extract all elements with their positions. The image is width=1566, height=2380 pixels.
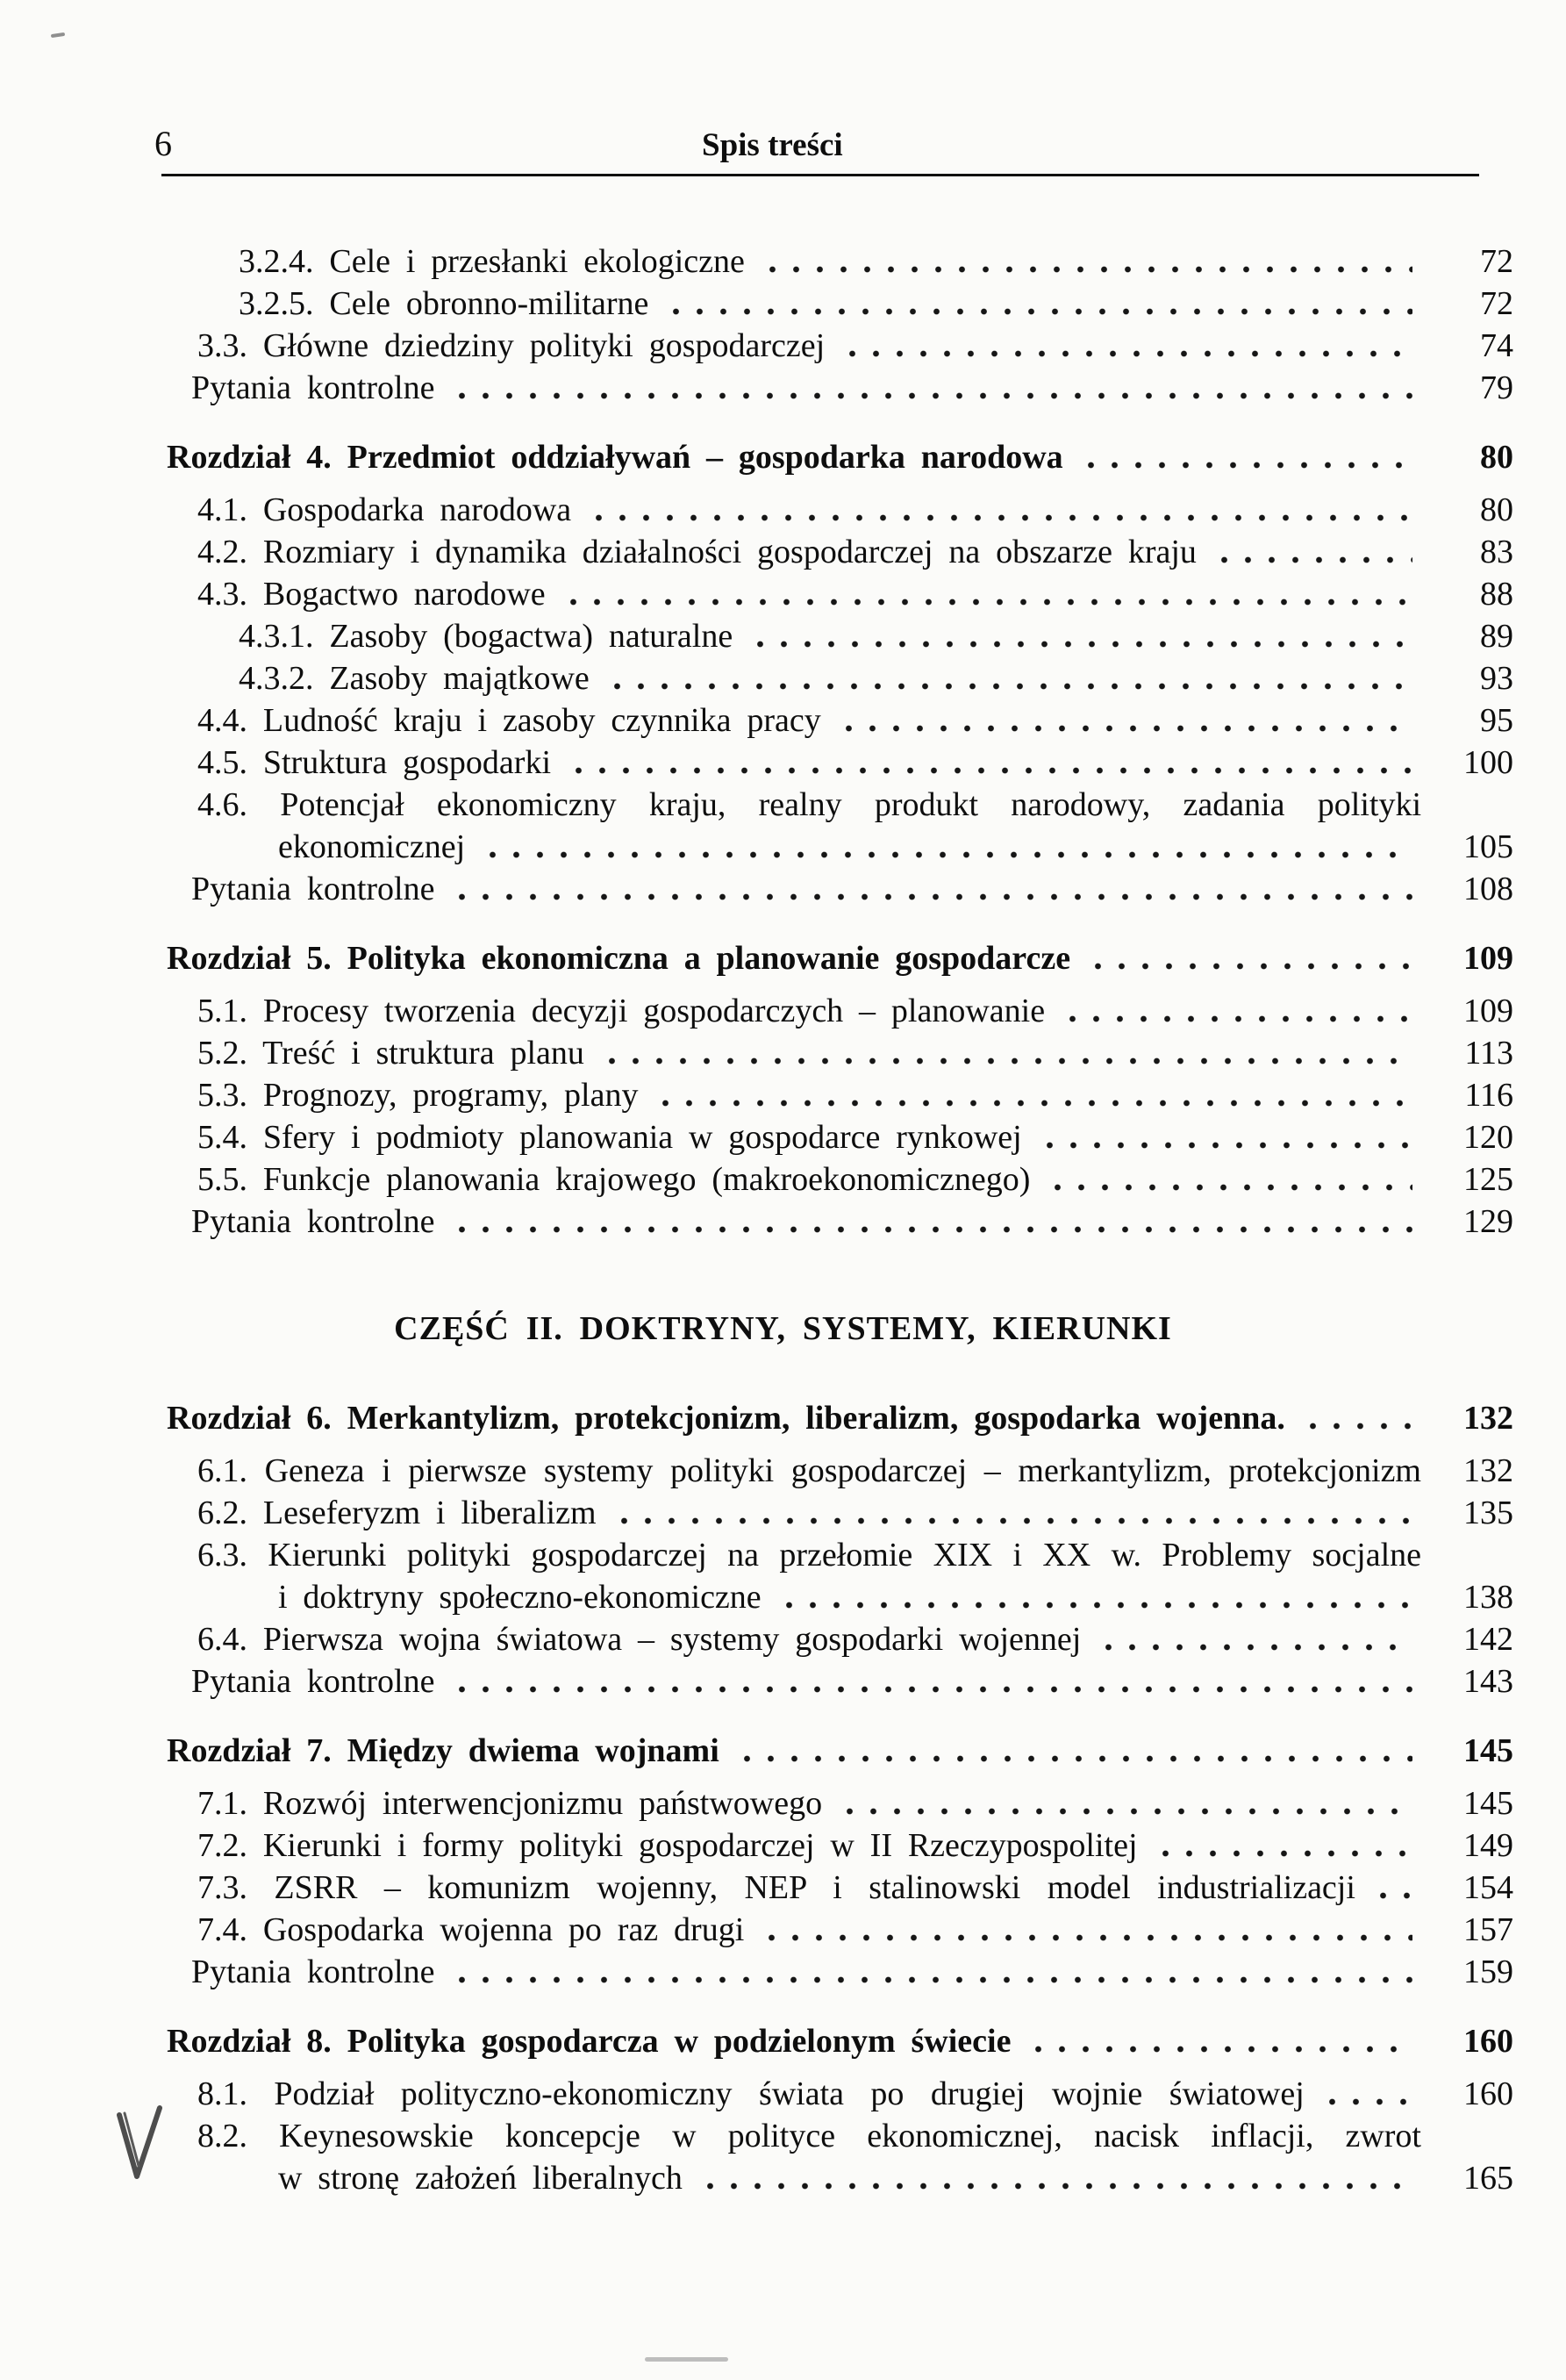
page-number: 138	[1463, 1579, 1513, 1616]
handwritten-checkmark-icon	[114, 2099, 165, 2187]
toc-line	[167, 2157, 1513, 2199]
dot-leader	[1320, 2073, 1412, 2115]
dot-leader	[664, 283, 1412, 325]
toc-entry-text: Rozdział 5. Polityka ekonomiczna a planowanie gospodarcze	[167, 940, 1071, 977]
toc-entry-text: 3.2.5. Cele obronno-militarne	[239, 285, 649, 322]
toc-entry-text: Pytania kontrolne	[191, 1953, 435, 1990]
toc-entry-text: 6.1. Geneza i pierwsze systemy polityki gospodarczej – merkantylizm, protekcjonizm	[197, 1452, 1421, 1489]
toc-line	[167, 531, 1513, 573]
page-number: 109	[1463, 993, 1513, 1029]
dot-leader	[698, 2157, 1412, 2199]
dot-leader	[748, 615, 1412, 657]
toc-entry-text: Pytania kontrolne	[191, 1663, 435, 1700]
toc-line	[167, 990, 1513, 1032]
page-number: 80	[1480, 491, 1513, 528]
dot-leader	[605, 657, 1412, 699]
page-number: 109	[1463, 940, 1513, 977]
page-header	[154, 123, 1513, 165]
dot-leader	[777, 1576, 1412, 1618]
toc-entry-text: 5.3. Prognozy, programy, plany	[197, 1077, 639, 1114]
page-number: 72	[1480, 285, 1513, 322]
dot-leader	[1371, 1867, 1412, 1909]
dot-leader	[450, 1660, 1412, 1703]
page-number: 143	[1463, 1663, 1513, 1700]
dot-leader	[735, 1730, 1412, 1772]
page-number: 135	[1463, 1495, 1513, 1531]
dot-leader	[1097, 1618, 1412, 1660]
toc-line	[167, 826, 1513, 868]
page-number: 145	[1463, 1732, 1513, 1769]
toc-line	[167, 325, 1513, 367]
toc-entry-text: 4.3.1. Zasoby (bogactwa) naturalne	[239, 618, 733, 655]
toc-line	[167, 367, 1513, 409]
toc-entry-text: 4.1. Gospodarka narodowa	[197, 491, 572, 528]
toc-line	[167, 2073, 1513, 2115]
page-number: 157	[1463, 1911, 1513, 1948]
page-number: 89	[1480, 618, 1513, 655]
dot-leader	[1026, 2020, 1412, 2062]
dot-leader	[1061, 990, 1412, 1032]
toc-line	[167, 615, 1513, 657]
toc-entry-text: Pytania kontrolne	[191, 871, 435, 907]
dot-leader	[450, 367, 1412, 409]
dot-leader	[1046, 1158, 1412, 1201]
dot-leader	[1154, 1824, 1412, 1867]
page-number: 83	[1480, 534, 1513, 570]
toc-line	[167, 699, 1513, 742]
toc-line	[167, 657, 1513, 699]
toc-entry-text: 4.4. Ludność kraju i zasoby czynnika pracy	[197, 702, 821, 739]
page-number: 125	[1463, 1161, 1513, 1198]
toc-line	[167, 1576, 1513, 1618]
page-number: 159	[1463, 1953, 1513, 1990]
toc-entry-text: 5.5. Funkcje planowania krajowego (makroekonomicznego)	[197, 1161, 1031, 1198]
toc-line	[167, 1450, 1513, 1492]
toc-entry-text: i doktryny społeczno-ekonomiczne	[278, 1579, 762, 1616]
toc-line	[167, 1782, 1513, 1824]
page-number: 108	[1463, 871, 1513, 907]
page-number: 95	[1480, 702, 1513, 739]
toc-entry-text: 7.3. ZSRR – komunizm wojenny, NEP i stalinowski model industrializacji	[197, 1869, 1355, 1906]
toc-line	[167, 1158, 1513, 1201]
dot-leader	[567, 742, 1412, 784]
toc-entry-text: CZĘŚĆ II. DOKTRYNY, SYSTEMY, KIERUNKI	[394, 1310, 1172, 1347]
chapter-heading	[167, 937, 1513, 979]
toc-line	[167, 1534, 1513, 1576]
toc-line	[167, 784, 1513, 826]
toc-entry-text: 7.4. Gospodarka wojenna po raz drugi	[197, 1911, 745, 1948]
dot-leader	[450, 1951, 1412, 1993]
toc-entry-text: 4.2. Rozmiary i dynamika działalności gospodarczej na obszarze kraju	[197, 534, 1197, 570]
toc-entry-text: 5.2. Treść i struktura planu	[197, 1035, 584, 1072]
dot-leader	[481, 826, 1412, 868]
dot-leader	[1079, 436, 1412, 478]
toc-lines	[167, 240, 1513, 2199]
toc-line	[167, 283, 1513, 325]
dot-leader	[450, 868, 1412, 910]
toc-entry-text: Rozdział 7. Między dwiema wojnami	[167, 1732, 719, 1769]
dot-leader	[1212, 531, 1412, 573]
page-number: 142	[1463, 1621, 1513, 1658]
toc-entry-text: Rozdział 4. Przedmiot oddziaływań – gospodarka narodowa	[167, 439, 1063, 476]
toc-entry-text: ekonomicznej	[278, 828, 466, 865]
toc-entry-text: 8.2. Keynesowskie koncepcje w polityce ekonomicznej, nacisk inflacji, zwrot	[197, 2118, 1421, 2154]
toc-entry-text: 4.3.2. Zasoby majątkowe	[239, 660, 590, 697]
page-number: 88	[1480, 576, 1513, 613]
toc-line	[167, 489, 1513, 531]
page-number: 160	[1463, 2075, 1513, 2112]
page-number: 132	[1463, 1400, 1513, 1437]
chapter-heading	[167, 1397, 1513, 1439]
page-number: 100	[1463, 744, 1513, 781]
page-number: 116	[1464, 1077, 1513, 1114]
toc-line	[167, 1032, 1513, 1074]
toc-line	[167, 1867, 1513, 1909]
toc-line	[167, 240, 1513, 283]
dot-leader	[561, 573, 1412, 615]
dot-leader	[654, 1074, 1412, 1116]
dot-leader	[761, 240, 1412, 283]
toc-entry-text: Rozdział 6. Merkantylizm, protekcjonizm, liberalizm, gospodarka wojenna.	[167, 1400, 1285, 1437]
toc-line	[167, 1201, 1513, 1243]
toc-entry-text: 4.6. Potencjał ekonomiczny kraju, realny produkt narodowy, zadania polityki	[197, 786, 1421, 823]
toc-line	[167, 1909, 1513, 1951]
scan-artifact	[645, 2357, 728, 2362]
page-number: 154	[1463, 1869, 1513, 1906]
toc-line	[167, 1824, 1513, 1867]
page-number: 105	[1463, 828, 1513, 865]
chapter-heading	[167, 1730, 1513, 1772]
toc-entry-text: 7.1. Rozwój interwencjonizmu państwowego	[197, 1785, 823, 1822]
page-number: 160	[1463, 2023, 1513, 2060]
toc-entry-text: 6.3. Kierunki polityki gospodarczej na przełomie XIX i XX w. Problemy socjalne	[197, 1537, 1421, 1574]
dot-leader	[1301, 1397, 1412, 1439]
toc-entry-text: 3.2.4. Cele i przesłanki ekologiczne	[239, 243, 745, 280]
page-number: 165	[1463, 2160, 1513, 2197]
dot-leader	[450, 1201, 1412, 1243]
dot-leader	[1086, 937, 1412, 979]
page-number: 132	[1463, 1452, 1513, 1489]
toc-line	[167, 742, 1513, 784]
dot-leader	[612, 1492, 1412, 1534]
page-number: 79	[1480, 369, 1513, 406]
dot-leader	[838, 1782, 1412, 1824]
toc-line	[167, 1074, 1513, 1116]
chapter-heading	[167, 2020, 1513, 2062]
toc-line	[167, 1492, 1513, 1534]
page-number: 129	[1463, 1203, 1513, 1240]
toc-entry-text: 4.5. Struktura gospodarki	[197, 744, 552, 781]
dot-leader	[840, 325, 1412, 367]
toc-line	[167, 1951, 1513, 1993]
toc-line	[167, 2115, 1513, 2157]
dot-leader	[837, 699, 1412, 742]
toc-entry-text: w stronę założeń liberalnych	[278, 2160, 683, 2197]
toc-line	[167, 573, 1513, 615]
toc-entry-text: 8.1. Podział polityczno-ekonomiczny świata po drugiej wojnie światowej	[197, 2075, 1305, 2112]
part-heading	[167, 1308, 1513, 1350]
dot-leader	[1038, 1116, 1412, 1158]
toc-line	[167, 1660, 1513, 1703]
dot-leader	[587, 489, 1412, 531]
page-number: 74	[1480, 327, 1513, 364]
toc-entry-text: 4.3. Bogactwo narodowe	[197, 576, 546, 613]
toc-entry-text: Pytania kontrolne	[191, 369, 435, 406]
page-title: Spis treści	[702, 127, 843, 163]
page-number-header: 6	[154, 124, 172, 163]
page-number: 72	[1480, 243, 1513, 280]
toc-entry-text: Pytania kontrolne	[191, 1203, 435, 1240]
page-number: 80	[1480, 439, 1513, 476]
dot-leader	[600, 1032, 1412, 1074]
page-number: 149	[1463, 1827, 1513, 1864]
toc-line	[167, 1618, 1513, 1660]
toc-entry-text: 6.4. Pierwsza wojna światowa – systemy gospodarki wojennej	[197, 1621, 1082, 1658]
header-rule	[161, 174, 1479, 176]
toc-line	[167, 868, 1513, 910]
chapter-heading	[167, 436, 1513, 478]
page-number: 113	[1464, 1035, 1513, 1072]
page-number: 120	[1463, 1119, 1513, 1156]
toc-entry-text: 5.1. Procesy tworzenia decyzji gospodarczych – planowanie	[197, 993, 1046, 1029]
toc-entry-text: 7.2. Kierunki i formy polityki gospodarczej w II Rzeczypospolitej	[197, 1827, 1138, 1864]
toc-entry-text: 3.3. Główne dziedziny polityki gospodarczej	[197, 327, 826, 364]
page-number: 93	[1480, 660, 1513, 697]
toc-entry-text: 5.4. Sfery i podmioty planowania w gospodarce rynkowej	[197, 1119, 1022, 1156]
toc-line	[167, 1116, 1513, 1158]
page-number: 145	[1463, 1785, 1513, 1822]
dot-leader	[760, 1909, 1412, 1951]
toc-entry-text: Rozdział 8. Polityka gospodarcza w podzielonym świecie	[167, 2023, 1012, 2060]
toc-entry-text: 6.2. Leseferyzm i liberalizm	[197, 1495, 597, 1531]
